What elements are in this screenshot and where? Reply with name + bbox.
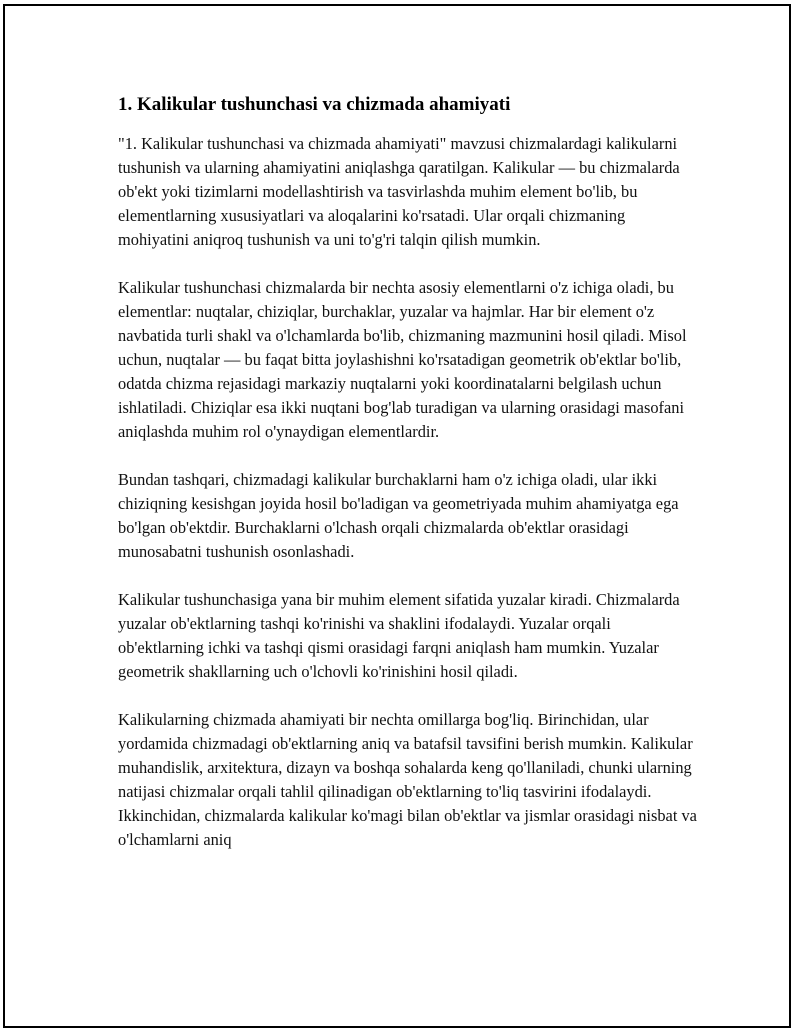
paragraph-5: Kalikularning chizmada ahamiyati bir nechta omillarga bog'liq. Birinchidan, ular yordamida chizmadagi ob'ektlarning aniq va batafsil tavsifini berish mumkin. Kalikular muhandislik, arxitektura, dizayn va boshqa sohalarda keng qo'llaniladi, chunki ularning natijasi chizmalar orqali tahlil qilinadigan ob'ektlarning to'liq tasvirini ifodalaydi. Ikkinchidan, chizmalarda kalikular ko'magi bilan ob'ektlar va jismlar orasidagi nisbat va o'lchamlarni aniq	[118, 710, 697, 849]
paragraph-2: Kalikular tushunchasi chizmalarda bir nechta asosiy elementlarni o'z ichiga oladi, bu elementlar: nuqtalar, chiziqlar, burchaklar, yuzalar va hajmlar. Har bir element o'z navbatida turli shakl va o'lchamlarda bo'lib, chizmaning mazmunini hosil qiladi. Misol uchun, nuqtalar — bu faqat bitta joylashishni ko'rsatadigan geometrik ob'ektlar bo'lib, odatda chizma rejasidagi markaziy nuqtalarni yoki koordinatalarni belgilash uchun ishlatiladi. Chiziqlar esa ikki nuqtani bog'lab turadigan va ularning orasidagi masofani aniqlashda muhim rol o'ynaydigan elementlardir.	[118, 278, 687, 441]
paragraph-4: Kalikular tushunchasiga yana bir muhim element sifatida yuzalar kiradi. Chizmalarda yuzalar ob'ektlarning tashqi ko'rinishi va shaklini ifodalaydi. Yuzalar orqali ob'ektlarning ichki va tashqi qismi orasidagi farqni aniqlash ham mumkin. Yuzalar geometrik shakllarning uch o'lchovli ko'rinishini hosil qiladi.	[118, 590, 680, 681]
section-heading: 1. Kalikular tushunchasi va chizmada ahamiyati	[118, 94, 511, 115]
paragraph-3: Bundan tashqari, chizmadagi kalikular burchaklarni ham o'z ichiga oladi, ular ikki chiziqning kesishgan joyida hosil bo'ladigan va geometriyada muhim ahamiyatga ega bo'lgan ob'ektdir. Burchaklarni o'lchash orqali chizmalarda ob'ektlar orasidagi munosabatni tushunish osonlashadi.	[118, 470, 679, 561]
paragraph-1: "1. Kalikular tushunchasi va chizmada ahamiyati" mavzusi chizmalardagi kalikularni tushunish va ularning ahamiyatini aniqlashga qaratilgan. Kalikular — bu chizmalarda ob'ekt yoki tizimlarni modellashtirish va tasvirlashda muhim element bo'lib, bu elementlarning xususiyatlari va aloqalarini ko'rsatadi. Ular orqali chizmaning mohiyatini aniqroq tushunish va uni to'g'ri talqin qilish mumkin.	[118, 134, 680, 249]
document-body	[118, 92, 698, 876]
